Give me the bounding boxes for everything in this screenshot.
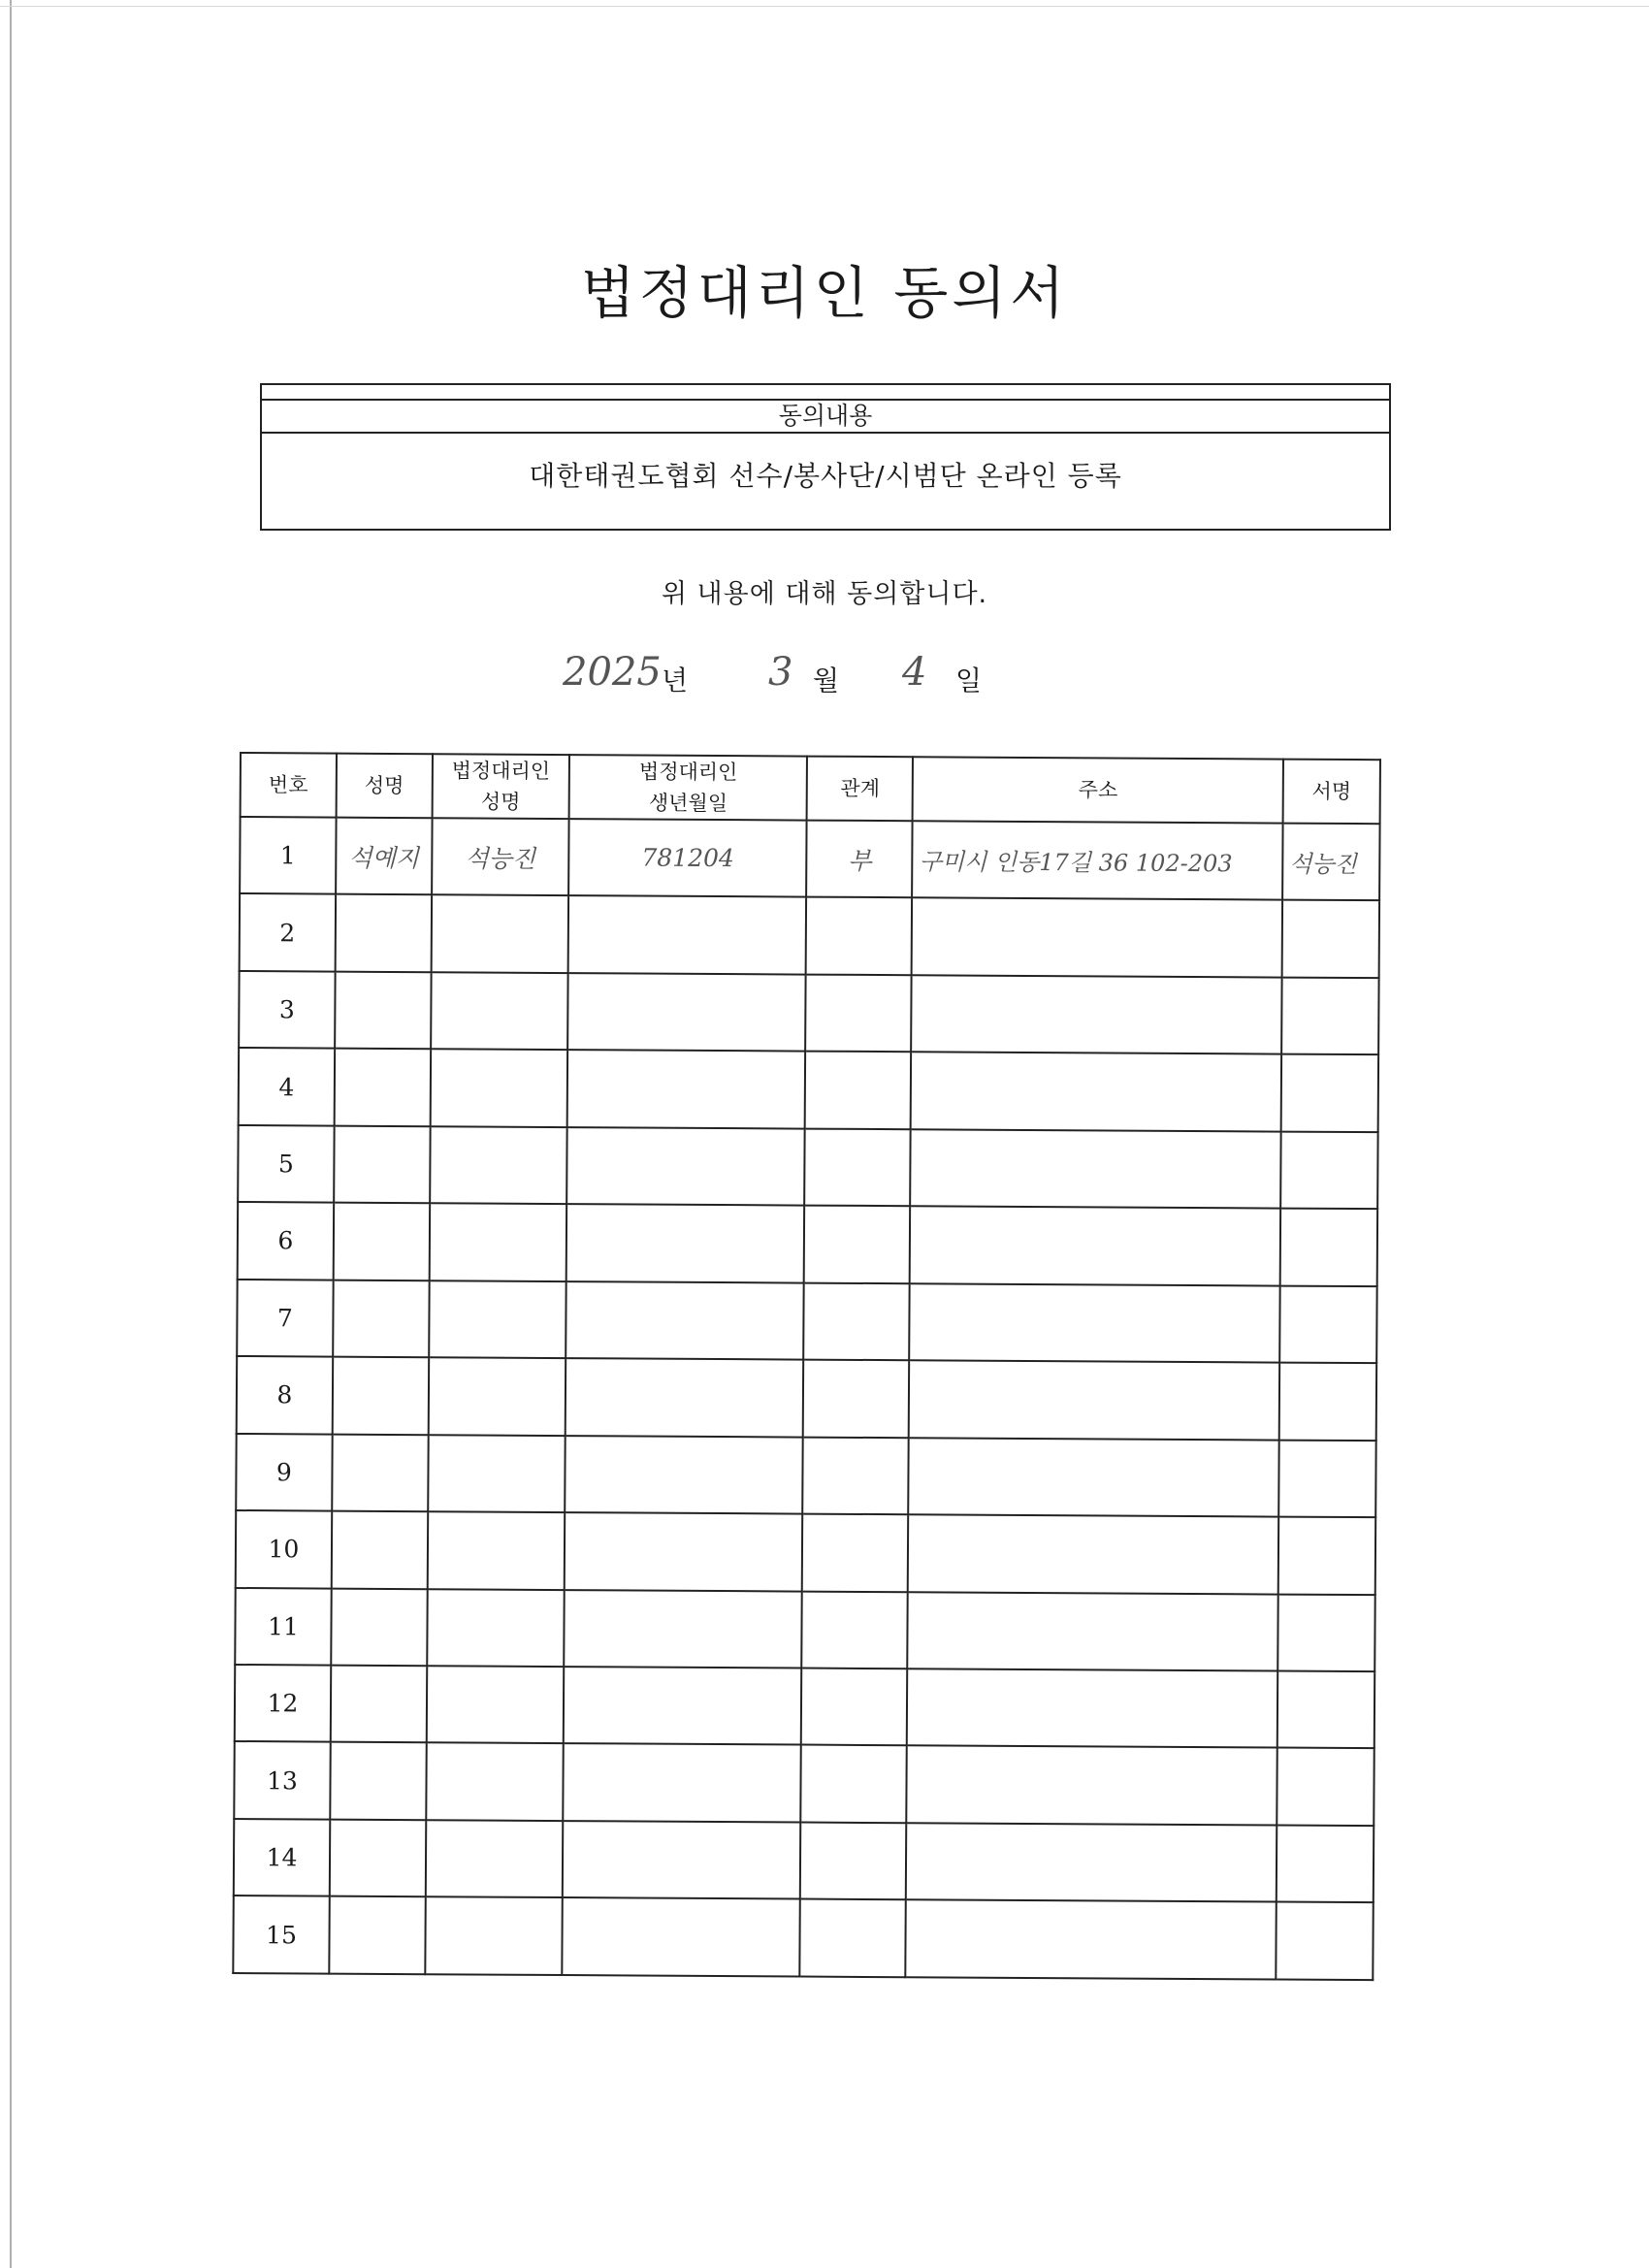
row-number: 13 — [234, 1741, 330, 1819]
row-address — [910, 1283, 1280, 1363]
row-relation — [805, 1052, 911, 1129]
row-relation — [806, 897, 912, 975]
consent-header: 동의내용 — [262, 399, 1389, 434]
header-signature: 서명 — [1283, 760, 1380, 825]
date-month-label: 월 — [813, 664, 840, 697]
row-guardian-name — [431, 972, 568, 1050]
row-number: 2 — [240, 893, 336, 971]
row-guardian-birth — [564, 1590, 802, 1669]
header-guardian-birth-line2: 생년월일 — [648, 791, 728, 816]
row-relation — [801, 1669, 907, 1746]
row-signature — [1277, 1594, 1374, 1671]
row-address — [909, 1438, 1279, 1517]
header-guardian-birth-line1: 법정대리인 — [638, 760, 738, 785]
row-name — [334, 1125, 430, 1203]
scan-edge-top — [0, 6, 1649, 7]
header-number: 번호 — [241, 753, 337, 818]
row-address — [909, 1360, 1279, 1440]
row-number: 1 — [240, 817, 336, 894]
table-row — [236, 1510, 1375, 1595]
row-signature — [1282, 900, 1379, 978]
row-number: 9 — [236, 1434, 332, 1511]
row-signature — [1281, 977, 1378, 1054]
header-guardian-birth — [569, 755, 808, 820]
row-guardian-name — [430, 1203, 567, 1280]
row-relation — [804, 1282, 910, 1360]
table-row — [236, 1434, 1375, 1518]
row-signature: 석능진 — [1282, 824, 1379, 901]
row-name — [330, 1742, 426, 1820]
row-guardian-name — [425, 1897, 563, 1976]
header-relation: 관계 — [807, 757, 913, 822]
row-address — [908, 1592, 1278, 1671]
agree-statement: 위 내용에 대해 동의합니다. — [661, 579, 988, 609]
row-guardian-name — [429, 1280, 566, 1358]
row-number: 15 — [233, 1895, 329, 1973]
row-signature — [1281, 1054, 1378, 1132]
document-title: 법정대리인 동의서 — [580, 260, 1069, 326]
row-name — [334, 1203, 430, 1280]
table-row — [239, 1048, 1378, 1132]
table-row — [238, 1125, 1377, 1210]
row-guardian-birth — [562, 1897, 800, 1976]
row-relation — [802, 1591, 908, 1669]
consent-body: 대한태권도협회 선수/봉사단/시범단 온라인 등록 — [529, 460, 1122, 492]
row-guardian-name — [428, 1511, 566, 1589]
row-guardian-birth — [565, 1512, 803, 1591]
row-signature — [1277, 1671, 1374, 1749]
row-relation — [801, 1745, 907, 1823]
row-guardian-name — [430, 1050, 567, 1127]
row-guardian-birth — [568, 896, 807, 975]
row-relation — [804, 1206, 910, 1283]
row-number: 4 — [239, 1048, 335, 1125]
row-name — [332, 1511, 428, 1589]
row-name: 석예지 — [336, 818, 432, 895]
row-relation: 부 — [807, 821, 913, 898]
row-address — [910, 1206, 1280, 1285]
date-line — [563, 650, 1048, 708]
row-relation — [803, 1360, 909, 1438]
row-name — [332, 1434, 428, 1511]
scan-edge — [10, 0, 12, 2268]
row-name — [330, 1819, 426, 1896]
date-day: 4 — [902, 650, 927, 695]
row-guardian-birth — [567, 973, 806, 1052]
table-row — [233, 1895, 1373, 1980]
row-guardian-birth — [566, 1358, 804, 1437]
row-guardian-birth — [566, 1204, 805, 1282]
row-relation — [806, 974, 912, 1052]
row-address — [906, 1900, 1277, 1980]
row-signature — [1277, 1825, 1374, 1902]
row-number: 3 — [239, 971, 335, 1049]
table-row — [240, 893, 1379, 978]
row-guardian-name — [427, 1666, 565, 1743]
row-address — [907, 1746, 1277, 1826]
row-signature — [1278, 1440, 1375, 1517]
row-relation — [805, 1128, 911, 1206]
header-guardian-name — [432, 754, 569, 819]
row-guardian-birth — [564, 1667, 802, 1745]
row-guardian-name — [428, 1435, 566, 1512]
row-signature — [1279, 1285, 1376, 1363]
table-row — [234, 1819, 1374, 1903]
table-row — [239, 971, 1378, 1055]
registration-table — [232, 752, 1381, 1981]
table-row — [237, 1280, 1376, 1364]
row-address: 구미시 인동17길 36 102-203 — [913, 821, 1283, 900]
row-number: 5 — [238, 1125, 334, 1203]
row-number: 8 — [237, 1356, 333, 1434]
row-guardian-birth — [565, 1436, 803, 1514]
table-row — [234, 1741, 1374, 1826]
row-signature — [1277, 1748, 1374, 1826]
row-relation — [800, 1822, 906, 1899]
row-guardian-name — [431, 895, 568, 973]
row-guardian-birth: 781204 — [568, 819, 807, 897]
row-guardian-birth — [566, 1127, 805, 1206]
row-guardian-birth — [567, 1050, 806, 1128]
row-address — [908, 1514, 1278, 1594]
date-day-label: 일 — [955, 664, 983, 697]
header-guardian-name-line2: 성명 — [480, 790, 521, 814]
row-address — [906, 1823, 1277, 1902]
header-name: 성명 — [337, 754, 433, 819]
header-guardian-name-line1: 법정대리인 — [451, 759, 551, 783]
row-guardian-birth — [563, 1743, 801, 1822]
row-name — [331, 1588, 427, 1666]
row-number: 14 — [234, 1819, 330, 1896]
date-month: 3 — [768, 650, 793, 695]
row-guardian-name — [427, 1589, 565, 1667]
row-guardian-name — [426, 1743, 564, 1821]
table-row — [235, 1588, 1374, 1672]
row-address — [911, 1129, 1281, 1209]
row-address — [912, 898, 1282, 978]
row-guardian-birth — [563, 1821, 801, 1899]
row-guardian-name — [426, 1820, 564, 1897]
row-guardian-birth — [566, 1281, 804, 1360]
row-number: 11 — [235, 1588, 331, 1666]
row-relation — [802, 1514, 908, 1592]
row-name — [333, 1280, 429, 1357]
table-row — [235, 1665, 1374, 1749]
row-name — [335, 1049, 431, 1126]
row-name — [333, 1357, 429, 1435]
row-relation — [800, 1899, 907, 1977]
row-address — [911, 1053, 1281, 1132]
row-name — [336, 894, 432, 972]
row-signature — [1278, 1517, 1375, 1595]
row-relation — [803, 1437, 909, 1514]
row-name — [331, 1666, 427, 1743]
row-signature — [1280, 1131, 1377, 1209]
date-year-label: 년 — [662, 664, 689, 697]
row-name — [335, 972, 431, 1050]
row-number: 10 — [236, 1510, 332, 1588]
table-row — [237, 1356, 1376, 1441]
row-address — [912, 975, 1282, 1054]
table-header-row — [241, 753, 1380, 824]
header-address: 주소 — [913, 757, 1283, 823]
date-year: 2025 — [563, 650, 662, 695]
row-number: 6 — [238, 1202, 334, 1280]
row-guardian-name — [430, 1126, 567, 1204]
table-row — [238, 1202, 1377, 1286]
row-guardian-name — [429, 1357, 566, 1435]
row-address — [907, 1669, 1277, 1748]
consent-box — [260, 383, 1391, 531]
row-signature — [1279, 1363, 1376, 1441]
table-row — [240, 817, 1379, 901]
row-name — [329, 1896, 425, 1974]
row-signature — [1276, 1902, 1373, 1980]
row-number: 12 — [235, 1665, 331, 1742]
row-number: 7 — [237, 1280, 333, 1357]
row-guardian-name: 석능진 — [432, 818, 569, 895]
row-signature — [1280, 1209, 1377, 1286]
